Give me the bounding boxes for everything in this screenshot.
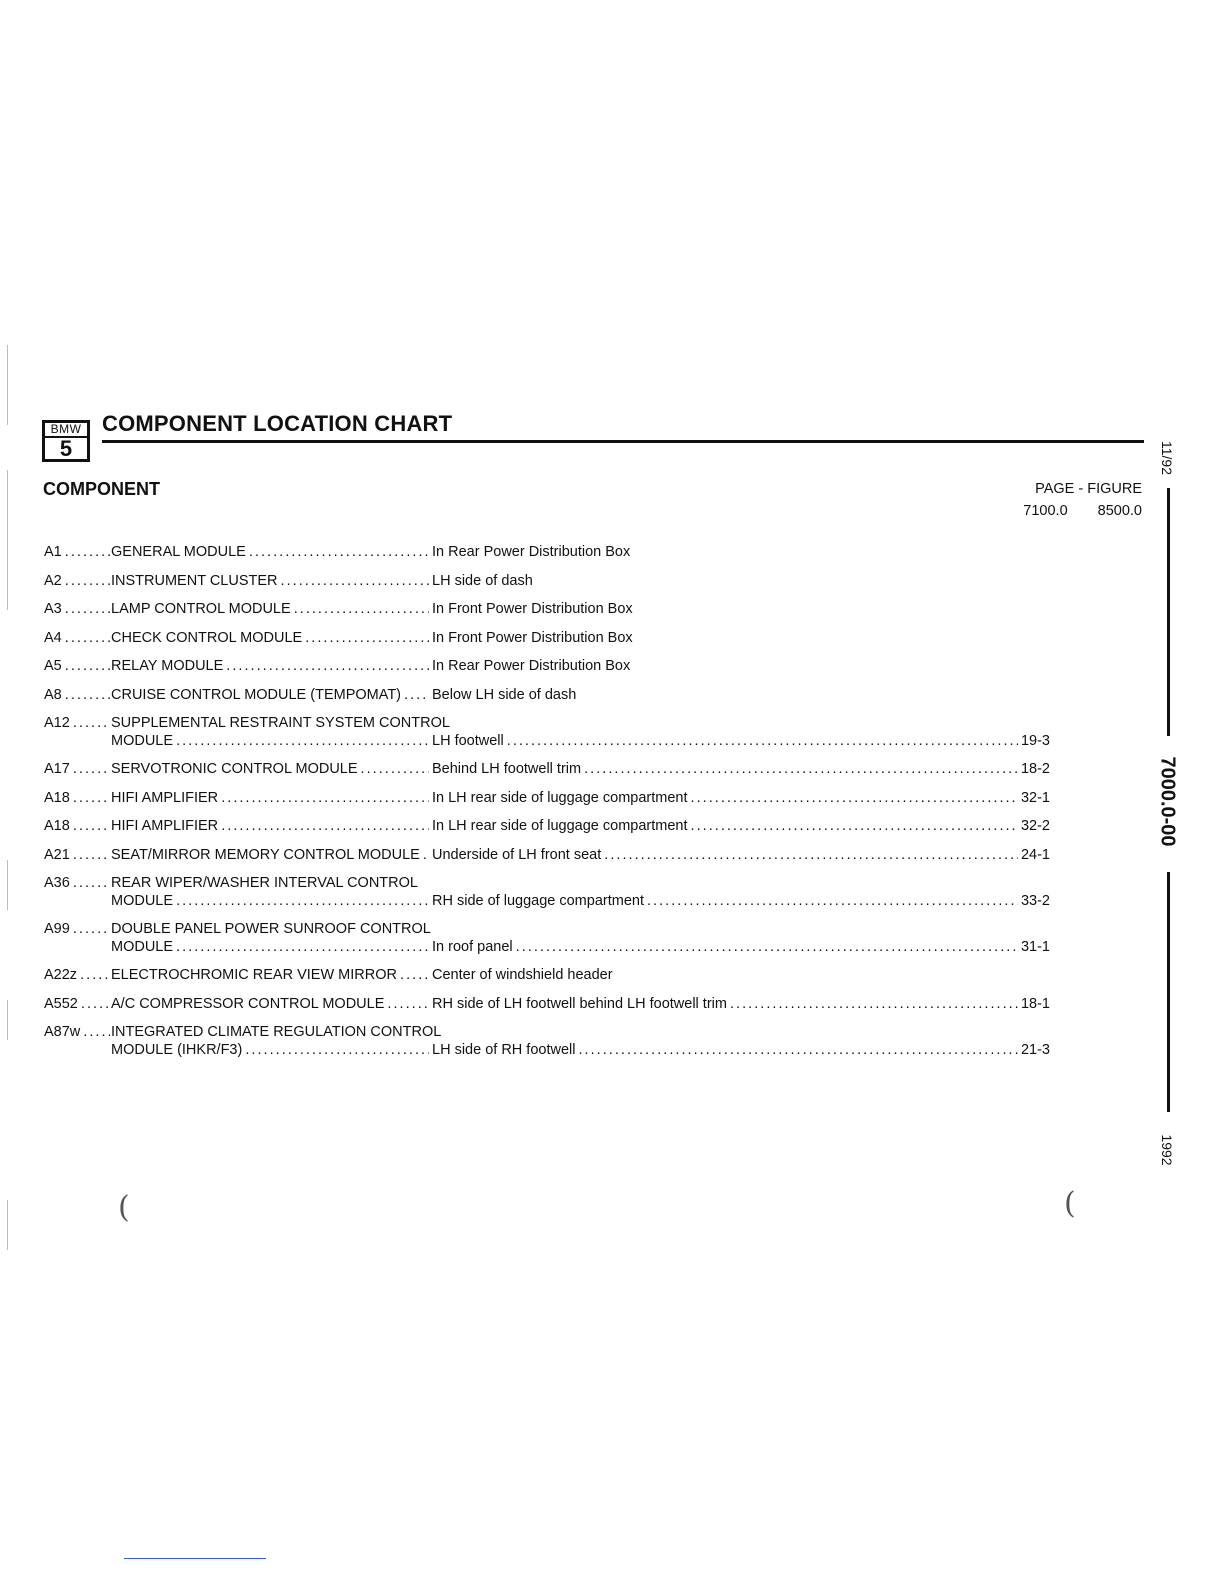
component-location	[432, 938, 1050, 956]
component-id-text: A17	[44, 761, 70, 777]
component-id-text: A12	[44, 715, 70, 731]
page-refs	[1023, 503, 1142, 519]
component-id	[44, 543, 110, 561]
component-name	[111, 789, 429, 807]
component-name-text: LAMP CONTROL MODULE	[111, 601, 291, 617]
component-row	[44, 995, 1050, 1024]
component-row	[44, 789, 1050, 818]
page-title: COMPONENT LOCATION CHART	[102, 411, 453, 436]
revision-date: 11/92	[1159, 441, 1175, 475]
component-location-text: LH side of RH footwell	[432, 1042, 576, 1058]
component-id-text: A5	[44, 658, 62, 674]
component-column-heading: COMPONENT	[43, 479, 160, 499]
component-name	[111, 938, 429, 956]
component-row	[44, 817, 1050, 846]
figure-reference: 32-1	[1018, 789, 1050, 807]
component-name-text: RELAY MODULE	[111, 658, 224, 674]
component-name-text: HIFI AMPLIFIER	[111, 789, 219, 806]
component-name-text: ELECTROCHROMIC REAR VIEW MIRROR	[111, 967, 397, 983]
component-id	[44, 920, 110, 938]
component-location-text: RH side of LH footwell behind LH footwell trim	[432, 995, 727, 1012]
component-row	[44, 600, 1050, 629]
component-location-text: In Front Power Distribution Box	[432, 601, 633, 617]
component-location-text: In Rear Power Distribution Box	[432, 658, 631, 674]
component-id-text: A8	[44, 686, 62, 703]
component-location	[432, 846, 1050, 864]
component-name-line1: SUPPLEMENTAL RESTRAINT SYSTEM CONTROL	[111, 715, 450, 731]
figure-reference: 19-3	[1018, 732, 1050, 750]
component-location	[432, 657, 1050, 675]
component-name-line1: DOUBLE PANEL POWER SUNROOF CONTROL	[111, 921, 431, 937]
scan-margin-line	[7, 1000, 8, 1040]
component-location	[432, 817, 1050, 835]
page-ref: 8500.0	[1097, 503, 1142, 519]
component-location-text: In Rear Power Distribution Box	[432, 544, 631, 560]
document-number: 7000.0-00	[1156, 756, 1179, 847]
component-name	[111, 760, 429, 778]
component-id	[44, 966, 110, 984]
component-id-text: A3	[44, 601, 62, 617]
component-location	[432, 543, 1050, 561]
figure-reference: 31-1	[1018, 938, 1050, 956]
component-id-text: A18	[44, 789, 70, 806]
component-row	[44, 629, 1050, 658]
component-name-line1: REAR WIPER/WASHER INTERVAL CONTROL	[111, 875, 418, 891]
component-location	[432, 1041, 1050, 1059]
component-location-text: In roof panel	[432, 939, 513, 955]
figure-reference: 18-1	[1018, 995, 1050, 1013]
component-name-text: HIFI AMPLIFIER	[111, 818, 219, 834]
bmw-series-logo	[42, 420, 90, 462]
component-name	[111, 572, 429, 590]
component-location-text: In LH rear side of luggage compartment	[432, 818, 688, 834]
component-name-text: MODULE	[111, 939, 174, 955]
component-id	[44, 846, 110, 864]
component-name-text: MODULE	[111, 893, 174, 909]
component-name-line1: INTEGRATED CLIMATE REGULATION CONTROL	[111, 1024, 442, 1040]
component-name-text: A/C COMPRESSOR CONTROL MODULE	[111, 995, 385, 1012]
component-id	[44, 686, 110, 704]
component-row	[44, 686, 1050, 715]
component-id-text: A552	[44, 995, 78, 1012]
component-id	[44, 760, 110, 778]
figure-reference: 18-2	[1018, 760, 1050, 778]
component-location	[432, 600, 1050, 618]
page-figure-heading	[1023, 481, 1142, 519]
punch-hole-mark: (	[1064, 1186, 1076, 1221]
figure-reference: 24-1	[1018, 846, 1050, 864]
component-row	[44, 760, 1050, 789]
component-id	[44, 714, 110, 732]
component-id-text: A87w	[44, 1024, 81, 1040]
page-ref: 7100.0	[1023, 503, 1068, 519]
page-figure-label: PAGE - FIGURE	[1035, 481, 1142, 497]
side-rule	[1167, 872, 1170, 1112]
component-row	[44, 846, 1050, 875]
component-row	[44, 572, 1050, 601]
component-location	[432, 892, 1050, 910]
component-id-text: A22z	[44, 967, 78, 983]
component-row	[44, 543, 1050, 572]
publication-year: 1992	[1159, 1134, 1175, 1166]
component-id-text: A99	[44, 921, 70, 937]
scan-margin-line	[7, 860, 8, 910]
component-name	[111, 657, 429, 675]
component-location-text: LH footwell	[432, 733, 504, 749]
component-name	[111, 1041, 429, 1059]
figure-reference: 33-2	[1018, 892, 1050, 910]
component-id	[44, 995, 110, 1013]
component-id-text: A4	[44, 629, 62, 646]
component-name-text: SEAT/MIRROR MEMORY CONTROL MODULE	[111, 846, 420, 863]
component-name	[111, 686, 429, 704]
component-name	[111, 629, 429, 647]
component-list	[44, 543, 1050, 1069]
component-name	[111, 817, 429, 835]
component-name	[111, 846, 429, 864]
scan-margin-line	[7, 470, 8, 610]
component-row	[44, 657, 1050, 686]
title-rule	[102, 440, 1144, 443]
logo-brand: BMW	[45, 423, 87, 438]
component-id	[44, 1023, 110, 1041]
scan-margin-line	[7, 345, 8, 425]
figure-reference: 32-2	[1018, 817, 1050, 835]
component-name-text: CHECK CONTROL MODULE	[111, 629, 303, 646]
component-name-text: INSTRUMENT CLUSTER	[111, 572, 278, 589]
component-name-text: CRUISE CONTROL MODULE (TEMPOMAT)	[111, 686, 402, 703]
component-row	[44, 920, 1050, 966]
component-id	[44, 657, 110, 675]
component-location-text: Underside of LH front seat	[432, 846, 602, 863]
component-id-text: A36	[44, 875, 70, 891]
component-id-text: A18	[44, 818, 70, 834]
component-id	[44, 874, 110, 892]
component-id	[44, 600, 110, 618]
component-location-text: In Front Power Distribution Box	[432, 629, 633, 646]
component-id-text: A2	[44, 572, 62, 589]
component-row	[44, 1023, 1050, 1069]
component-location	[432, 966, 1050, 984]
component-location	[432, 686, 1050, 704]
component-location	[432, 732, 1050, 750]
component-name	[111, 995, 429, 1013]
component-id-text: A1	[44, 544, 62, 560]
component-id-text: A21	[44, 846, 70, 863]
component-id	[44, 789, 110, 807]
component-name-text: SERVOTRONIC CONTROL MODULE	[111, 761, 358, 777]
component-location	[432, 789, 1050, 807]
component-name	[111, 892, 429, 910]
component-id	[44, 629, 110, 647]
component-location-text: Below LH side of dash	[432, 686, 577, 703]
punch-hole-mark: (	[118, 1190, 130, 1225]
component-row	[44, 714, 1050, 760]
side-rule	[1167, 488, 1170, 736]
component-name-text: MODULE	[111, 733, 174, 749]
component-row	[44, 966, 1050, 995]
component-name-text: GENERAL MODULE	[111, 544, 246, 560]
scan-margin-line	[7, 1200, 8, 1250]
component-name	[111, 966, 429, 984]
component-row	[44, 874, 1050, 920]
side-margin	[1152, 430, 1186, 1170]
component-name-text: MODULE (IHKR/F3)	[111, 1042, 243, 1058]
component-location	[432, 760, 1050, 778]
bottom-underline	[124, 1558, 266, 1559]
logo-series: 5	[59, 436, 73, 461]
component-name	[111, 732, 429, 750]
component-location-text: In LH rear side of luggage compartment	[432, 789, 688, 806]
component-name	[111, 543, 429, 561]
component-location-text: Behind LH footwell trim	[432, 761, 582, 777]
component-location	[432, 629, 1050, 647]
component-id	[44, 817, 110, 835]
component-id	[44, 572, 110, 590]
component-location	[432, 995, 1050, 1013]
component-location	[432, 572, 1050, 590]
component-location-text: Center of windshield header	[432, 967, 613, 983]
component-name	[111, 600, 429, 618]
component-location-text: RH side of luggage compartment	[432, 893, 644, 909]
component-location-text: LH side of dash	[432, 572, 533, 589]
figure-reference: 21-3	[1018, 1041, 1050, 1059]
